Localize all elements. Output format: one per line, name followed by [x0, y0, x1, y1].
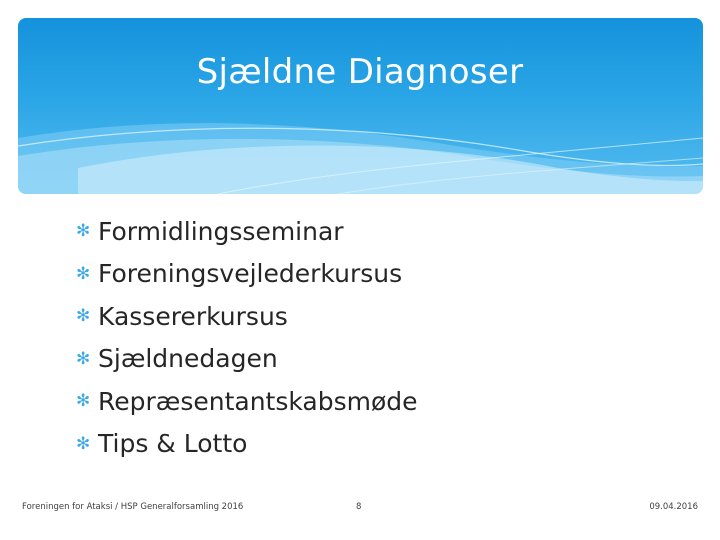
asterisk-bullet-icon: ✻ [76, 348, 91, 369]
bullet-item [76, 338, 418, 381]
asterisk-bullet-icon: ✻ [76, 306, 91, 327]
bullet-item [76, 380, 418, 423]
footer-date: 09.04.2016 [649, 502, 698, 512]
asterisk-bullet-icon: ✻ [76, 221, 91, 242]
bullet-text: Tips & Lotto [98, 429, 248, 459]
asterisk-bullet-icon: ✻ [76, 391, 91, 412]
page-number: 8 [356, 502, 362, 512]
title-banner [18, 18, 703, 194]
bullet-text: Formidlingsseminar [98, 216, 344, 246]
bullet-item [76, 295, 418, 338]
bullet-text: Sjældnedagen [98, 344, 278, 374]
asterisk-bullet-icon: ✻ [76, 263, 91, 284]
wave-decoration [18, 18, 703, 194]
bullet-text: Repræsentantskabsmøde [98, 386, 418, 416]
bullet-text: Kassererkursus [98, 301, 288, 331]
bullet-item [76, 423, 418, 466]
bullet-list [76, 210, 418, 465]
bullet-item [76, 253, 418, 296]
footer-organization: Foreningen for Ataksi / HSP Generalforsamling 2016 [22, 502, 244, 512]
asterisk-bullet-icon: ✻ [76, 433, 91, 454]
slide-title: Sjældne Diagnoser [196, 52, 524, 92]
bullet-item [76, 210, 418, 253]
bullet-text: Foreningsvejlederkursus [98, 259, 403, 289]
